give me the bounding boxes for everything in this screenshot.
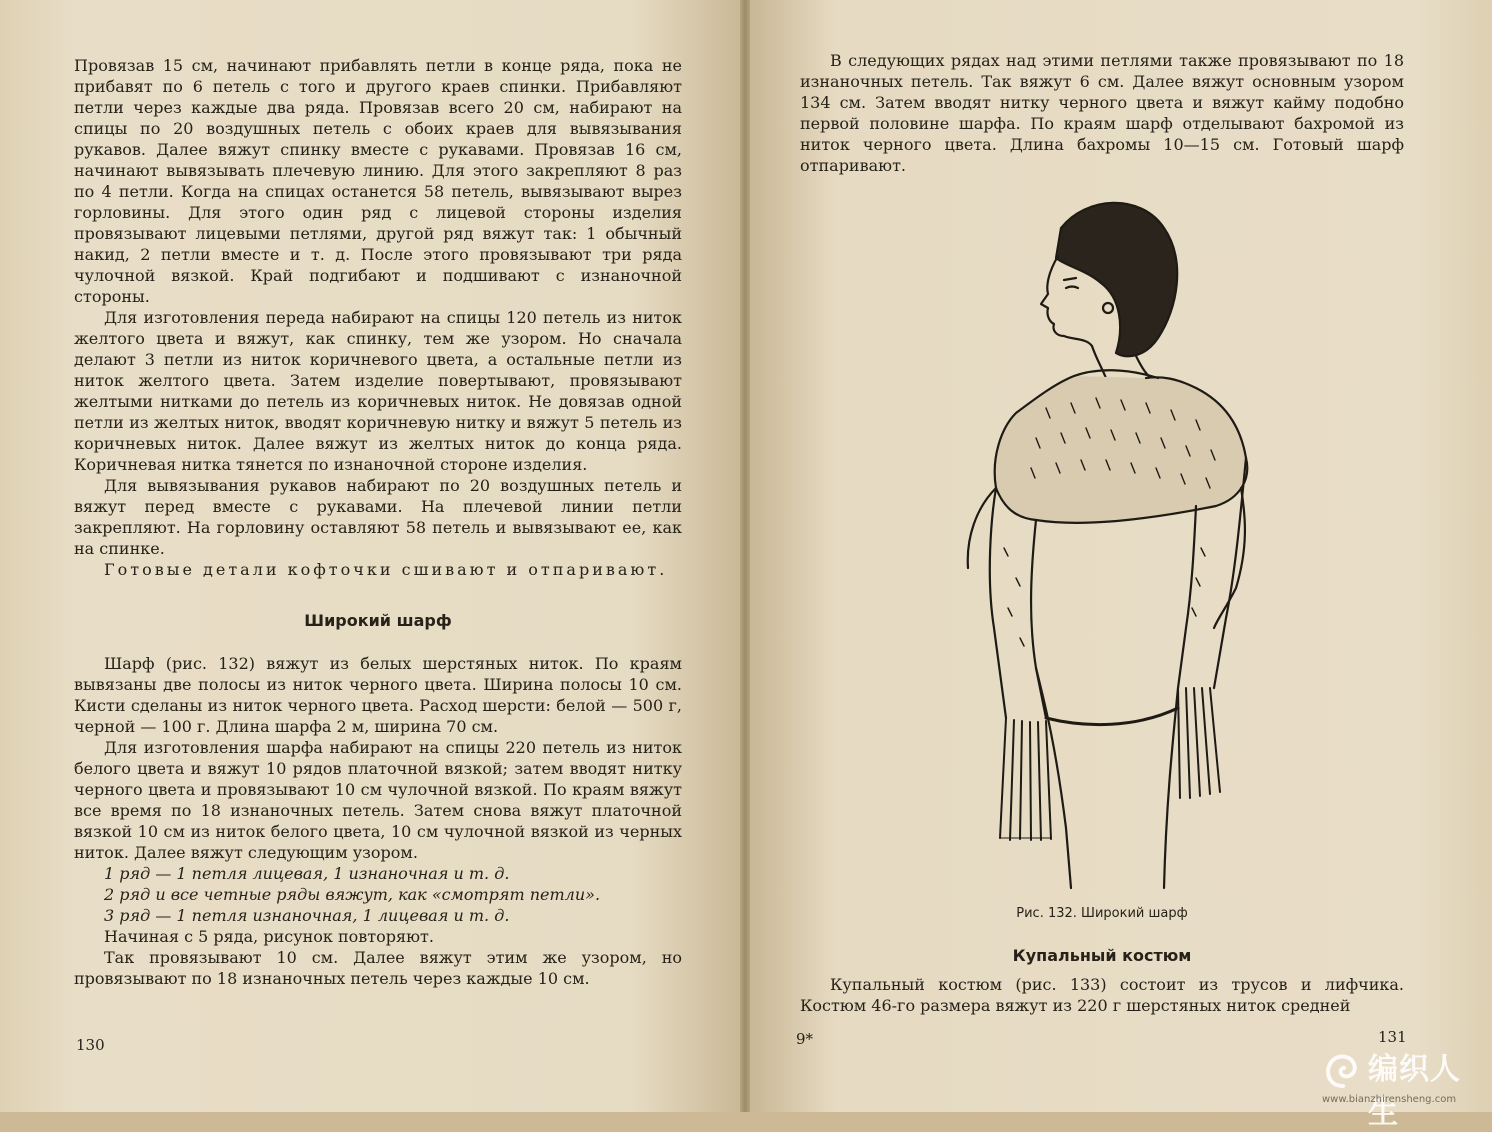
paragraph: Шарф (рис. 132) вяжут из белых шерстяных ниток. По краям вывязаны две полосы из ниток черного цвета. Ширина полосы 10 см. Кисти сделаны из ниток черного цвета. Расход шерсти: белой — 500 г, черной — 100 г. Длина шарфа 2 м, ширина 70 см.: [74, 654, 682, 736]
paragraph: Так провязывают 10 см. Далее вяжут этим же узором, но провязывают по 18 изнаночных петель через каждые 10 см.: [74, 948, 682, 988]
left-page-text: [74, 55, 682, 989]
right-page-top-text: [800, 50, 1404, 176]
signature-mark: 9*: [796, 1030, 814, 1048]
watermark: [1320, 1040, 1490, 1131]
paragraph: Для изготовления переда набирают на спицы 120 петель из ниток желтого цвета и вяжут, как спинку, тем же узором. Но сначала делают 3 петли из ниток коричневого цвета, а остальные петли из ниток желтого цвета. Затем изделие повертывают, провязывают желтыми нитками до петель из коричневых ниток. Не довязав одной петли из желтых ниток, вводят коричневую нитку и вяжут 5 петель из коричневых ниток. Далее вяжут из желтых ниток до конца ряда. Коричневая нитка тянется по изнаночной стороне изделия.: [74, 308, 682, 474]
figure-caption: Рис. 132. Широкий шарф: [1016, 906, 1188, 921]
watermark-title: 编织人生: [1368, 1052, 1461, 1131]
paragraph: В следующих рядах над этими петлями также провязывают по 18 изнаночных петель. Так вяжут 6 см. Далее вяжут основным узором 134 см. Затем вводят нитку черного цвета и вяжут кайму подобно первой половине шарфа. По краям шарф отделывают бахромой из ниток черного цвета. Длина бахромы 10—15 см. Готовый шарф отпаривают.: [800, 51, 1404, 175]
paragraph: Готовые детали кофточки сшивают и отпаривают.: [104, 560, 668, 579]
woman-scarf-illustration: [896, 188, 1256, 893]
paragraph: Для изготовления шарфа набирают на спицы 220 петель из ниток белого цвета и вяжут 10 рядов платочной вязкой; затем вводят нитку черного цвета и провязывают 10 см чулочной вязкой. По краям вяжут все время по 18 изнаночных петель. Затем снова вяжут платочной вязкой 10 см из ниток белого цвета, 10 см чулочной вязкой из черных ниток. Далее вяжут следующим узором.: [74, 738, 682, 862]
pattern-row-3: 3 ряд — 1 петля изнаночная, 1 лицевая и т. д.: [104, 906, 510, 925]
paragraph: Купальный костюм (рис. 133) состоит из трусов и лифчика. Костюм 46-го размера вяжут из 220 г шерстяных ниток средней: [800, 975, 1404, 1015]
section-title-swimsuit: Купальный костюм: [1012, 946, 1192, 965]
page-number-right: 131: [1378, 1028, 1407, 1046]
paragraph: Провязав 15 см, начинают прибавлять петли в конце ряда, пока не прибавят по 6 петель с того и другого краев спинки. Прибавляют петли через каждые два ряда. Провязав всего 20 см, набирают на спицы по 20 воздушных петель с обоих краев для вывязывания рукавов. Далее вяжут спинку вместе с рукавами. Провязав 16 см, начинают вывязывать плечевую линию. Для этого закрепляют 8 раз по 4 петли. Когда на спицах останется 58 петель, вывязывают вырез горловины. Для этого один ряд с лицевой стороны изделия провязывают лицевыми петлями, другой ряд вяжут так: 1 обычный накид, 2 петли вместе и т. д. После этого провязывают три ряда чулочной вязкой. Край подгибают и подшивают с изнаночной стороны.: [74, 56, 682, 306]
watermark-swirl-icon: [1320, 1046, 1366, 1092]
watermark-url: www.bianzhirensheng.com: [1322, 1094, 1457, 1105]
pattern-row-1: 1 ряд — 1 петля лицевая, 1 изнаночная и т. д.: [104, 864, 510, 883]
section-title-scarf: Широкий шарф: [304, 611, 452, 630]
pattern-repeat: Начиная с 5 ряда, рисунок повторяют.: [104, 927, 434, 946]
paragraph: Для вывязывания рукавов набирают по 20 воздушных петель и вяжут перед вместе с рукавами. На плечевой линии петли закрепляют. На горловину оставляют 58 петель и вывязывают ее, как на спинке.: [74, 476, 682, 558]
book-gutter: [740, 0, 750, 1112]
page-number-left: 130: [76, 1036, 105, 1054]
right-page-bottom-text: [800, 945, 1404, 1016]
pattern-row-2: 2 ряд и все четные ряды вяжут, как «смотрят петли».: [104, 885, 601, 904]
